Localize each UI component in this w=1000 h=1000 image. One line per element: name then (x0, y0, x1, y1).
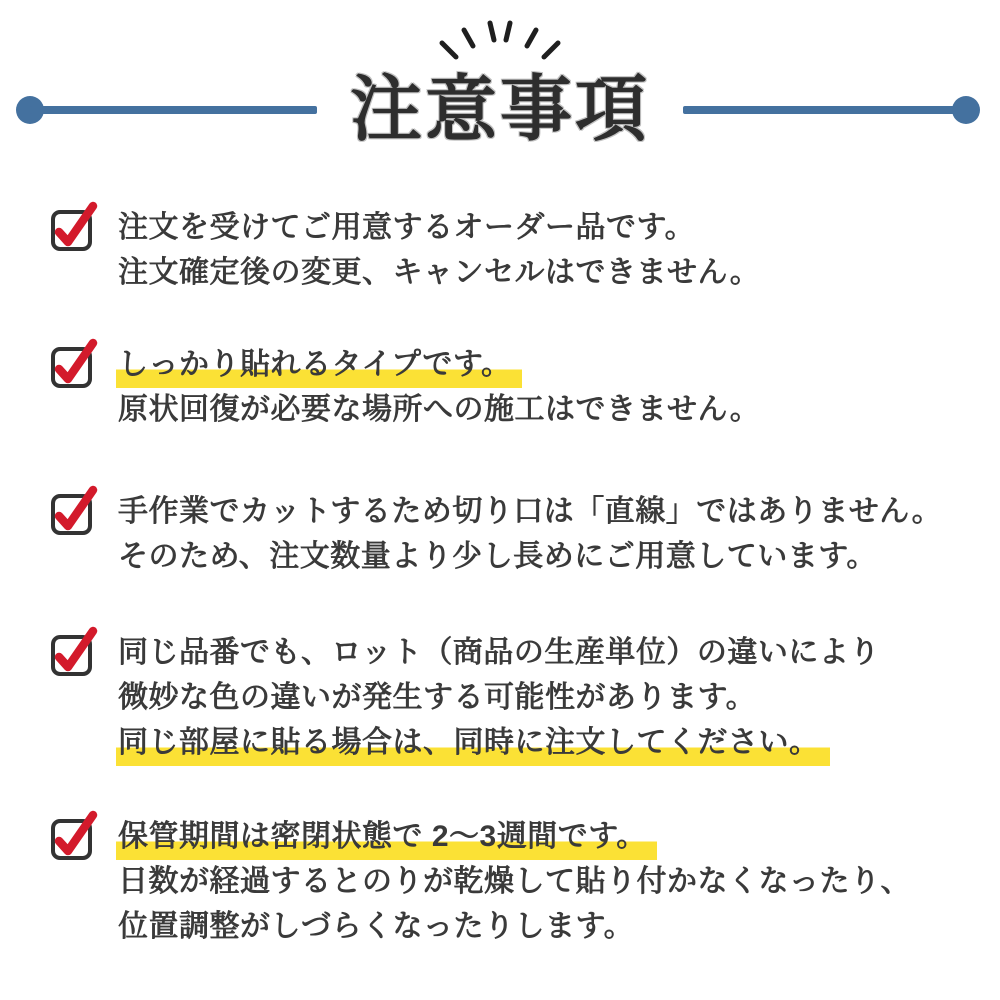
line-text: 手作業でカットするため切り口は「直線」ではありません。 (118, 495, 943, 528)
item-line (118, 534, 942, 579)
item-line (118, 387, 760, 432)
checklist-item (44, 489, 942, 579)
checkbox-icon (44, 624, 100, 680)
header-line-right (683, 106, 967, 114)
line-text: 注文を受けてご用意するオーダー品です。 (118, 211, 696, 244)
item-line (118, 904, 911, 949)
item-line (118, 205, 760, 250)
item-text (118, 814, 911, 949)
line-text: 日数が経過するとのりが乾燥して貼り付かなくなったり、 (118, 865, 911, 898)
checklist-item (44, 205, 760, 295)
highlighted-text: 保管期間は密閉状態で 2～3週間です。 (116, 820, 657, 860)
item-text (118, 630, 880, 765)
item-text (118, 342, 760, 432)
checklist-item (44, 342, 760, 432)
sparkle-icon (432, 16, 568, 64)
line-text: 微妙な色の違いが発生する可能性があります。 (118, 681, 757, 714)
highlighted-text: しっかり貼れるタイプです。 (116, 348, 522, 388)
item-line (118, 489, 942, 534)
item-line (118, 250, 760, 295)
item-line (118, 342, 760, 387)
item-text (118, 489, 942, 579)
line-text: そのため、注文数量より少し長めにご用意しています。 (118, 540, 877, 573)
item-line (118, 630, 880, 675)
item-line (118, 814, 911, 859)
item-line (118, 675, 880, 720)
checklist-item (44, 630, 880, 765)
item-line (118, 720, 880, 765)
checkbox-icon (44, 336, 100, 392)
checkbox-icon (44, 483, 100, 539)
page-title: 注意事項 (349, 70, 650, 150)
item-line (118, 859, 911, 904)
checkbox-icon (44, 199, 100, 255)
item-text (118, 205, 760, 295)
highlighted-text: 同じ部屋に貼る場合は、同時に注文してください。 (116, 726, 830, 766)
line-text: 原状回復が必要な場所への施工はできません。 (118, 393, 761, 426)
checkbox-icon (44, 808, 100, 864)
line-text: 位置調整がしづらくなったりします。 (118, 910, 635, 943)
line-text: 注文確定後の変更、キャンセルはできません。 (118, 256, 761, 289)
line-text: 同じ品番でも、ロット（商品の生産単位）の違いにより (118, 636, 880, 669)
header-dot-right (952, 96, 980, 124)
checklist-item (44, 814, 911, 949)
